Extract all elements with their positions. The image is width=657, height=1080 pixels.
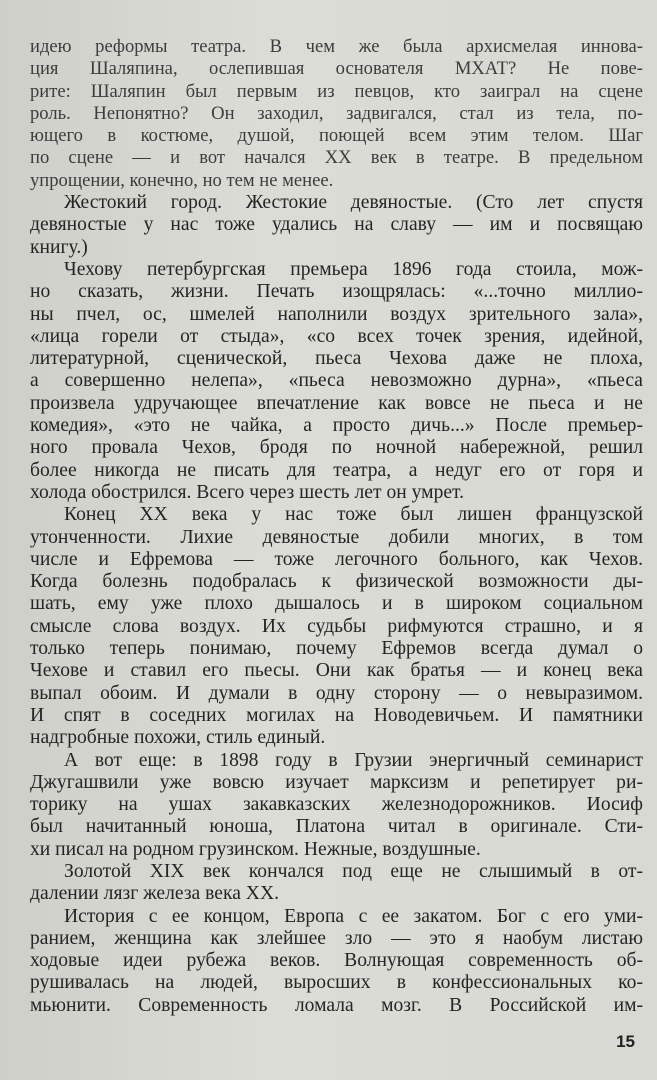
- text-line: рите: Шаляпин был первым из певцов, кто заиграл на сцене: [30, 80, 643, 102]
- text-line: торику на ушах закавказских железнодорожников. Иосиф: [30, 794, 643, 816]
- text-line: утонченности. Лихие девяностые добили многих, в том: [30, 526, 643, 548]
- text-line: холода обострился. Всего через шесть лет он умрет.: [30, 481, 465, 503]
- text-line: девяностые у нас тоже удались на славу — им и посвящаю: [30, 214, 643, 236]
- text-line: шать, ему уже плохо дышалось и в широком социальном: [30, 593, 643, 615]
- text-line: а совершенно нелепа», «пьеса невозможно дурна», «пьеса: [30, 370, 643, 392]
- text-line: только теперь понимаю, почему Ефремов всегда думал о: [30, 638, 643, 660]
- text-line: Джугашвили уже вовсю изучает марксизм и репетирует ри-: [30, 771, 643, 793]
- page-number: 15: [616, 1032, 635, 1051]
- text-line: упрощении, конечно, но тем не менее.: [30, 169, 334, 191]
- text-line: Жестокий город. Жестокие девяностые. (Сто лет спустя: [64, 192, 643, 214]
- text-line: ны пчел, ос, шмелей наполнили воздух зрительного зала»,: [30, 303, 643, 325]
- text-line: более никогда не писать для театра, а недуг его от горя и: [30, 459, 643, 481]
- text-line: хи писал на родном грузинском. Нежные, воздушные.: [30, 838, 481, 860]
- text-line: книгу.): [30, 236, 88, 258]
- text-line: но сказать, жизни. Печать изощрялась: «...точно миллио-: [30, 281, 643, 303]
- text-line: литературной, сценической, пьеса Чехова даже не плоха,: [30, 348, 643, 370]
- text-line: далении лязг железа века XX.: [30, 883, 280, 905]
- text-line: идею реформы театра. В чем же была архисмелая иннова-: [30, 36, 643, 57]
- text-line: произвела удручающее впечатление как вовсе не пьеса и не: [30, 392, 643, 414]
- text-line: мьюнити. Современность ломала мозг. В Российской им-: [30, 994, 643, 1016]
- text-line: комедия», «это не чайка, а просто дичь...» После премьер-: [30, 415, 643, 437]
- text-line: был начитанный юноша, Платона читал в оригинале. Сти-: [30, 816, 643, 838]
- text-line: А вот еще: в 1898 году в Грузии энергичный семинарист: [64, 749, 643, 771]
- text-line: ранием, женщина как злейшее зло — это я наобум листаю: [30, 927, 643, 949]
- text-line: Когда болезнь подобралась к физической возможности ды-: [30, 571, 643, 593]
- text-line: числе и Ефремова — тоже легочного больного, как Чехов.: [30, 548, 643, 570]
- page-text-body: [30, 36, 643, 1017]
- text-line: надгробные похожи, стиль единый.: [30, 727, 326, 749]
- text-line: История с ее концом, Европа с ее закатом. Бог с его уми-: [64, 905, 643, 927]
- text-line: рушивалась на людей, выросших в конфессиональных ко-: [30, 972, 643, 994]
- text-line: смысле слова воздух. Их судьбы рифмуются страшно, и я: [30, 615, 643, 637]
- text-line: Чехову петербургская премьера 1896 года стоила, мож-: [64, 258, 643, 280]
- text-line: «лица горели от стыда», «со всех точек зрения, идейной,: [30, 325, 643, 347]
- text-line: ция Шаляпина, ослепившая основателя МХАТ? Не пове-: [30, 58, 643, 80]
- text-line: ного провала Чехов, бродя по ночной набережной, решил: [30, 437, 643, 459]
- text-line: И спят в соседних могилах на Новодевичьем. И памятники: [30, 704, 643, 726]
- text-line: ющего в костюме, душой, поющей всем этим телом. Шаг: [30, 125, 643, 147]
- text-line: выпал обоим. И думали в одну сторону — о невыразимом.: [30, 682, 643, 704]
- text-line: роль. Непонятно? Он заходил, задвигался, стал из тела, по-: [30, 102, 643, 124]
- text-line: по сцене — и вот начался XX век в театре. В предельном: [30, 147, 643, 169]
- text-line: Конец XX века у нас тоже был лишен французской: [64, 504, 643, 526]
- text-line: Чехове и ставил его пьесы. Они как братья — и конец века: [30, 660, 643, 682]
- text-line: Золотой XIX век кончался под еще не слышимый в от-: [64, 860, 643, 882]
- text-line: ходовые идеи рубежа веков. Волнующая современность об-: [30, 950, 643, 972]
